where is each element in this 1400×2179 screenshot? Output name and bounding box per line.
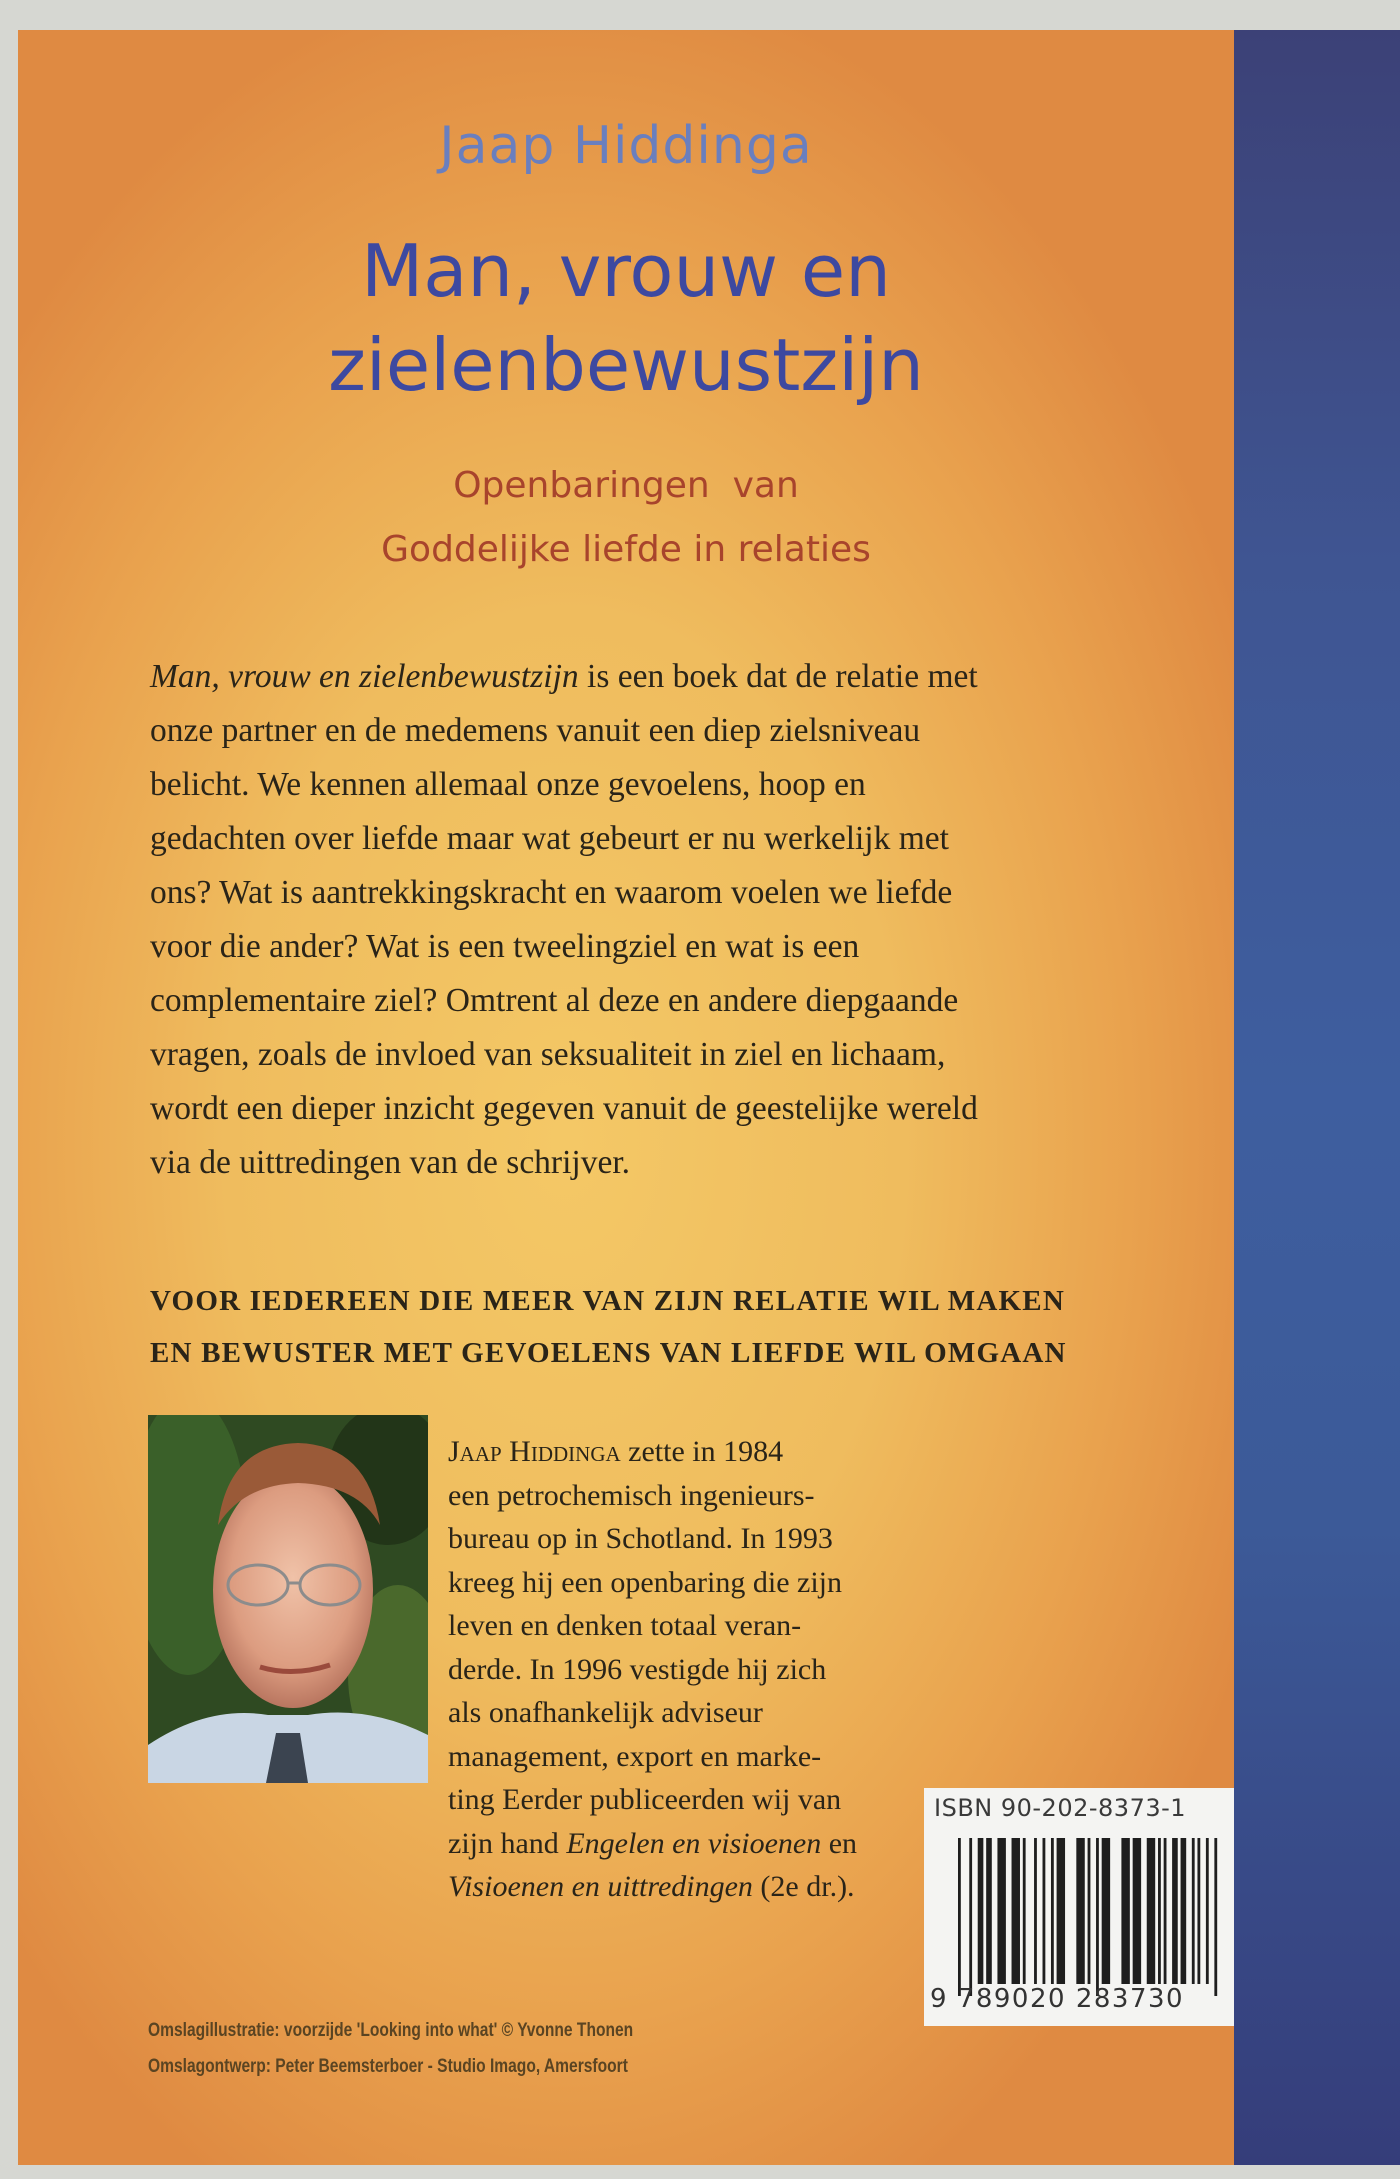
book-reference-italic: Engelen en visioenen — [566, 1826, 822, 1860]
bio-line: bureau op in Schotland. In 1993 — [448, 1522, 833, 1555]
book-title-line: zielenbewustzijn — [328, 323, 924, 407]
barcode-bar — [1034, 1838, 1037, 1984]
barcode-bar — [1158, 1838, 1161, 1984]
bio-line: een petrochemisch ingenieurs- — [448, 1478, 815, 1512]
author-portrait-image — [148, 1415, 428, 1783]
barcode-bar — [1206, 1838, 1209, 1984]
bio-line — [448, 1822, 918, 1866]
barcode-bar — [969, 1838, 972, 1996]
bio-line: ting Eerder publiceerden wij van — [448, 1783, 842, 1816]
author-name: Jaap Hiddinga — [439, 116, 813, 176]
barcode-bar — [1133, 1838, 1141, 1984]
blurb-line: vragen, zoals de invloed van seksualiteit in ziel en lichaam, — [150, 1036, 946, 1073]
ean-digits: 9 789020 283730 — [930, 1984, 1185, 2014]
barcode-bar — [997, 1838, 1005, 1984]
book-subtitle-line: Openbaringen van — [453, 465, 799, 506]
book-subtitle-line: Goddelijke liefde in relaties — [381, 529, 871, 570]
blurb-line: complementaire ziel? Omtrent al deze en andere diepgaande — [150, 982, 959, 1019]
blurb-line — [150, 650, 1110, 704]
back-cover-panel — [18, 30, 1234, 2165]
isbn-barcode — [924, 1788, 1234, 2026]
tagline — [150, 1275, 1130, 1379]
blurb-paragraph — [150, 650, 1110, 1190]
book-back-cover — [18, 30, 1400, 2165]
blurb-line: voor die ander? Wat is een tweelingziel en wat is een — [150, 928, 860, 965]
barcode-bar — [1096, 1838, 1099, 1996]
barcode-bar — [1088, 1838, 1091, 1984]
bio-line — [448, 1865, 918, 1909]
barcode-bar — [1102, 1838, 1110, 1984]
blurb-line: onze partner en de medemens vanuit een diep zielsniveau — [150, 712, 921, 749]
book-subtitle — [18, 454, 1234, 582]
barcode-bar — [1172, 1838, 1178, 1984]
bio-line: als onafhankelijk adviseur — [448, 1696, 763, 1729]
tagline-line: VOOR IEDEREEN DIE MEER VAN ZIJN RELATIE WIL MAKEN — [150, 1285, 1065, 1317]
blurb-line-text: is een boek dat de relatie met — [578, 658, 978, 695]
barcode-bar — [1043, 1838, 1046, 1984]
book-reference-italic: Visioenen en uittredingen — [448, 1870, 753, 1903]
barcode-bar — [1057, 1838, 1065, 1984]
barcode-bar — [1051, 1838, 1054, 1984]
bio-line-text: (2e dr.). — [752, 1870, 855, 1903]
bio-line-text: zette in 1984 — [620, 1435, 784, 1468]
barcode-bar — [1164, 1838, 1167, 1984]
barcode-bar — [958, 1838, 961, 1996]
tagline-line: EN BEWUSTER MET GEVOELENS VAN LIEFDE WIL OMGAAN — [150, 1337, 1067, 1369]
barcode-bar — [1076, 1838, 1084, 1984]
blurb-title-italic: Man, vrouw en zielenbewustzijn — [150, 658, 579, 695]
cover-credits — [148, 2013, 673, 2085]
barcode-bar — [1214, 1838, 1217, 1996]
bio-line-text: zijn hand — [448, 1826, 567, 1860]
author-bio — [448, 1430, 918, 1909]
bio-line: management, export en marke- — [448, 1739, 822, 1773]
blurb-line: ons? Wat is aantrekkingskracht en waarom voelen we liefde — [150, 874, 953, 911]
barcode-bar — [1012, 1838, 1020, 1984]
blue-spine-panel — [1234, 30, 1400, 2165]
blurb-line: via de uittredingen van de schrijver. — [150, 1144, 631, 1181]
barcode-bars — [958, 1838, 1228, 1996]
bio-author-name: Jaap Hiddinga — [448, 1435, 621, 1468]
barcode-bar — [1181, 1838, 1187, 1984]
credit-line: Omslagontwerp: Peter Beemsterboer - Studio Imago, Amersfoort — [148, 2056, 628, 2077]
isbn-label: ISBN 90-202-8373-1 — [934, 1794, 1187, 1822]
barcode-bar — [1121, 1838, 1129, 1984]
barcode-bar — [1197, 1838, 1200, 1984]
barcode-bar — [1023, 1838, 1026, 1984]
author-photo — [148, 1415, 428, 1783]
bio-line: derde. In 1996 vestigde hij zich — [448, 1652, 827, 1686]
book-title — [18, 224, 1234, 412]
barcode-bar — [986, 1838, 992, 1984]
barcode-bar — [978, 1838, 984, 1984]
barcode-bar — [1147, 1838, 1155, 1984]
credit-line: Omslagillustratie: voorzijde 'Looking into what' © Yvonne Thonen — [148, 2020, 634, 2041]
bio-line: leven en denken totaal veran- — [448, 1609, 802, 1642]
barcode-bar — [1192, 1838, 1195, 1984]
bio-line: kreeg hij een openbaring die zijn — [448, 1565, 843, 1599]
blurb-line: gedachten over liefde maar wat gebeurt er nu werkelijk met — [150, 820, 949, 857]
book-title-line: Man, vrouw en — [361, 229, 891, 313]
bio-line-text: en — [821, 1826, 858, 1860]
blurb-line: belicht. We kennen allemaal onze gevoelens, hoop en — [150, 766, 866, 803]
blurb-line: wordt een dieper inzicht gegeven vanuit de geestelijke wereld — [150, 1090, 978, 1127]
bio-line — [448, 1430, 918, 1474]
